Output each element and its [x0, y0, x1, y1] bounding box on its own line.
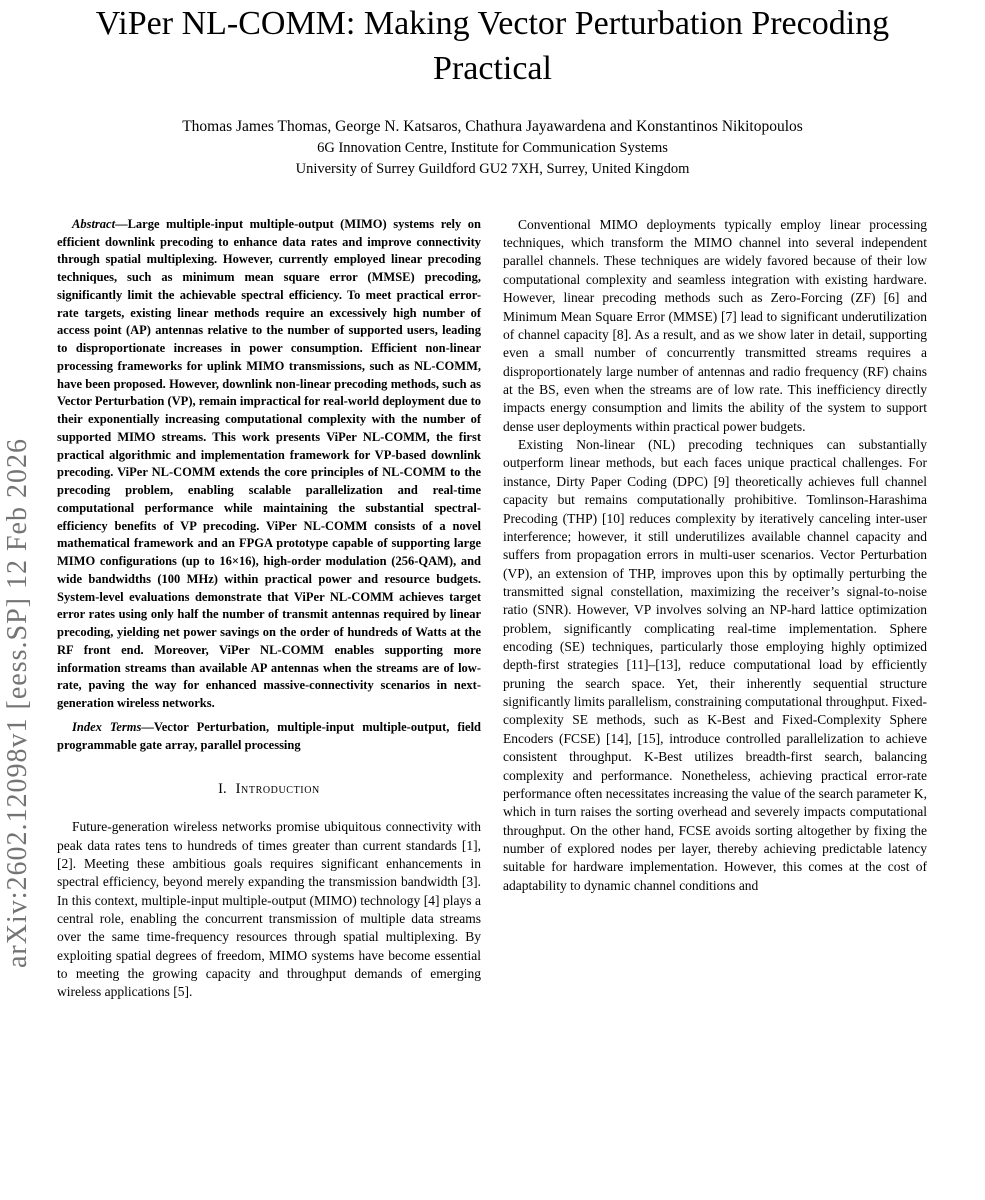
abstract-text: —Large multiple-input multiple-output (MIMO) systems rely on efficient downlink precoding to enhance data rates and improve connectivity through spatial multiplexing. However, currently employed linear precoding techniques, such as minimum mean square error (MMSE) precoding, significantly limit the achievable spectral efficiency. To meet practical error-rate targets, existing linear methods require an excessively high number of access point (AP) antennas relative to the number of supported users, leading to disproportionate increases in power consumption. Efficient non-linear processing frameworks for uplink MIMO transmissions, such as NL-COMM, have been proposed. However, downlink non-linear precoding methods, such as Vector Perturbation (VP), remain impractical for real-world deployment due to their exponentially increasing computational complexity with the number of supported MIMO streams. This work presents ViPer NL-COMM, the first practical algorithmic and implementation framework for VP-based downlink precoding. ViPer NL-COMM extends the core principles of NL-COMM to the precoding problem, enabling scalable parallelization and real-time computational performance while maintaining the substantial spectral-efficiency benefits of VP precoding. ViPer NL-COMM consists of a novel mathematical framework and an FPGA prototype capable of supporting large MIMO configurations (up to 16×16), high-order modulation (256-QAM), and wide bandwidths (100 MHz) within practical power and resource budgets. System-level evaluations demonstrate that ViPer NL-COMM achieves target error rates using only half the number of transmit antennas required by linear precoding, yielding net power savings on the order of hundreds of Watts at the RF front end. Moreover, ViPer NL-COMM enables supporting more information streams than available AP antennas when the streams are of low-rate, paving the way for enhanced massive-connectivity scenarios in next-generation wireless networks.	[57, 216, 481, 710]
affiliation-line-1: 6G Innovation Centre, Institute for Communication Systems	[317, 139, 668, 156]
abstract-paragraph	[57, 216, 481, 713]
index-terms-text: —Vector Perturbation, multiple-input multiple-output, field programmable gate array, parallel processing	[57, 719, 481, 752]
section-heading-introduction	[57, 781, 481, 798]
affiliation-line-2: University of Surrey Guildford GU2 7XH, Surrey, United Kingdom	[295, 160, 690, 177]
index-terms-label: Index Terms	[72, 719, 142, 734]
index-terms-paragraph	[57, 719, 481, 755]
right-column	[503, 216, 927, 1002]
right-column-paragraph-2: Existing Non-linear (NL) precoding techniques can substantially outperform linear methods, but each faces unique practical challenges. For instance, Dirty Paper Coding (DPC) [9] theoretically achieves full channel capacity but remains computationally prohibitive. Tomlinson-Harashima Precoding (THP) [10] reduces complexity by iteratively canceling inter-user interference; however, it still underutilizes available channel capacity and suffers from propagation errors in multi-user scenarios. Vector Perturbation (VP), an extension of THP, improves upon this by optimally perturbing the transmitted signal constellation, maximizing the receiver’s signal-to-noise ratio (SNR). However, VP involves solving an NP-hard lattice optimization problem, significantly complicating real-time implementation. Sphere encoding (SE) techniques, particularly those employing highly optimized depth-first strategies [11]–[13], reduce computational load by efficiently pruning the search space. Yet, their inherently sequential structure significantly limits parallelism, constraining computational throughput. Fixed-complexity SE methods, such as K-Best and Fixed-Complexity Sphere Encoders (FCSE) [14], [15], introduce controlled parallelization to achieve consistent throughput. K-Best utilizes breadth-first search, balancing complexity and performance. Nonetheless, achieving practical error-rate performance often necessitates increasing the value of the search parameter K, which in turn raises the sorting overhead and severely impacts computational throughput. On the other hand, FCSE avoids sorting altogether by fixing the number of explored nodes per layer, thereby achieving predictable latency suitable for hardware implementation. However, this comes at the cost of adaptability to dynamic channel conditions and	[503, 437, 927, 893]
left-column	[57, 216, 481, 1002]
section-number: I.	[218, 781, 227, 798]
paper-header	[0, 0, 985, 178]
paper-title: ViPer NL-COMM: Making Vector Perturbation Precoding Practical	[95, 5, 890, 87]
two-column-body	[0, 216, 985, 1002]
arxiv-watermark: arXiv:2602.12098v1 [eess.SP] 12 Feb 2026	[2, 438, 33, 968]
abstract-label: Abstract	[72, 216, 116, 231]
intro-paragraph-1: Future-generation wireless networks promise ubiquitous connectivity with peak data rates tens to hundreds of times greater than current standards [1], [2]. Meeting these ambitious goals requires significant enhancements in spectral efficiency, beyond merely expanding the transmission bandwidth [3]. In this context, multiple-input multiple-output (MIMO) technology [4] plays a central role, enabling the concurrent transmission of multiple data streams over the same time-frequency resources through spatial multiplexing. By exploiting spatial degrees of freedom, MIMO systems have become essential to meeting the growing capacity and throughput demands of emerging wireless applications [5].	[57, 819, 481, 1000]
author-list: Thomas James Thomas, George N. Katsaros, Chathura Jayawardena and Konstantinos Nikitopoulos	[182, 117, 803, 135]
right-column-paragraph-1: Conventional MIMO deployments typically employ linear processing techniques, which transform the MIMO channel into several independent parallel channels. These techniques are widely favored because of their low computational complexity and seamless integration with existing hardware. However, linear precoding methods such as Zero-Forcing (ZF) [6] and Minimum Mean Square Error (MMSE) [7] lead to significant underutilization of channel capacity [8]. As a result, and as we show later in detail, supporting even a small number of concurrently transmitted streams requires a disproportionately large number of antennas and radio frequency (RF) chains at the BS, even when the streams are of low rate. This inefficiency directly impacts energy consumption and limits the ability of the system to support dense user deployments within practical power budgets.	[503, 216, 927, 434]
section-title: Introduction	[235, 781, 320, 798]
